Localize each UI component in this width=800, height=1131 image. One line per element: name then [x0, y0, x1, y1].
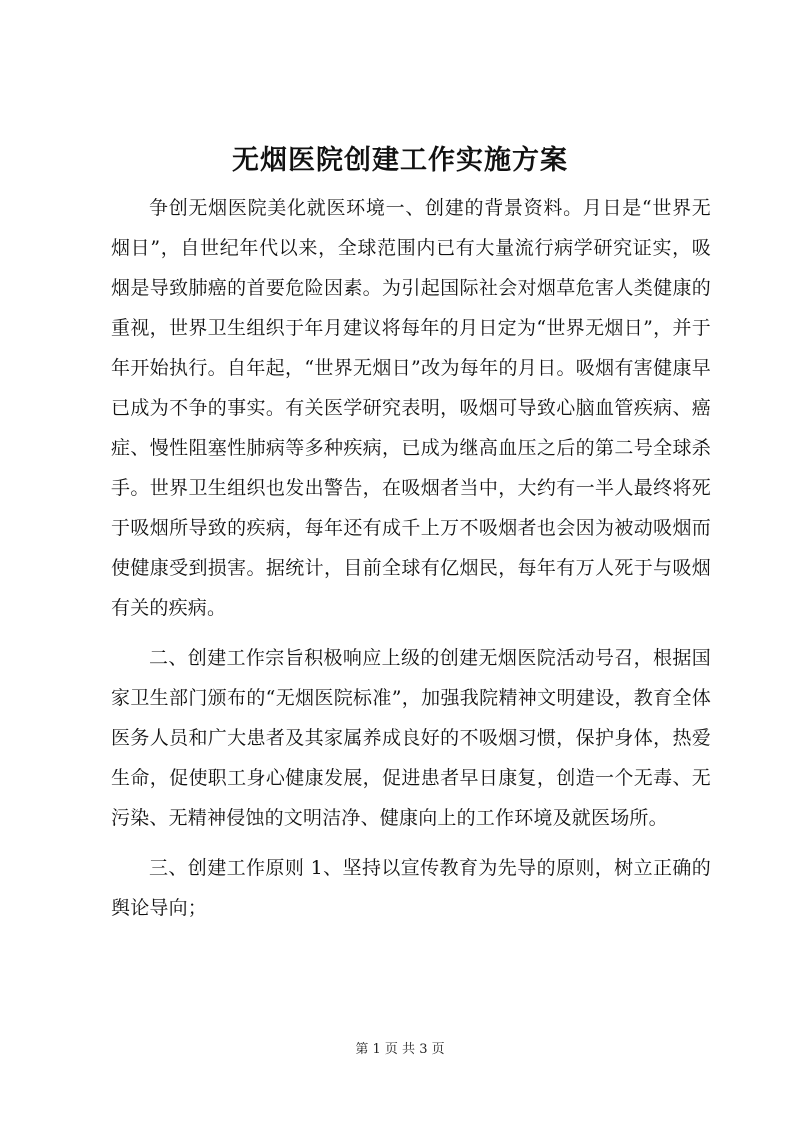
paragraph-purpose: 二、创建工作宗旨积极响应上级的创建无烟医院活动号召，根据国家卫生部门颁布的“无烟医院标准”，加强我院精神文明建设，教育全体医务人员和广大患者及其家属养成良好的不吸烟习惯，保护身体，热爱生命，促使职工身心健康发展，促进患者早日康复，创造一个无毒、无污染、无精神侵蚀的文明洁净、健康向上的工作环境及就医场所。 — [111, 647, 711, 829]
document-title: 无烟医院创建工作实施方案 — [232, 145, 568, 176]
document-body — [111, 188, 711, 928]
paragraph-background: 争创无烟医院美化就医环境一、创建的背景资料。月日是“世界无烟日”，自世纪年代以来，全球范围内已有大量流行病学研究证实，吸烟是导致肺癌的首要危险因素。为引起国际社会对烟草危害人类健康的重视，世界卫生组织于年月建议将每年的月日定为“世界无烟日”，并于年开始执行。自年起，“世界无烟日”改为每年的月日。吸烟有害健康早已成为不争的事实。有关医学研究表明，吸烟可导致心脑血管疾病、癌症、慢性阻塞性肺病等多种疾病，已成为继高血压之后的第二号全球杀手。世界卫生组织也发出警告，在吸烟者当中，大约有一半人最终将死于吸烟所导致的疾病，每年还有成千上万不吸烟者也会因为被动吸烟而使健康受到损害。据统计，目前全球有亿烟民，每年有万人死于与吸烟有关的疾病。 — [111, 197, 711, 619]
paragraph-principles: 三、创建工作原则 1、坚持以宣传教育为先导的原则，树立正确的舆论导向； — [111, 857, 711, 919]
page-number: 第 1 页 共 3 页 — [355, 1042, 445, 1057]
page-footer — [0, 1041, 800, 1059]
